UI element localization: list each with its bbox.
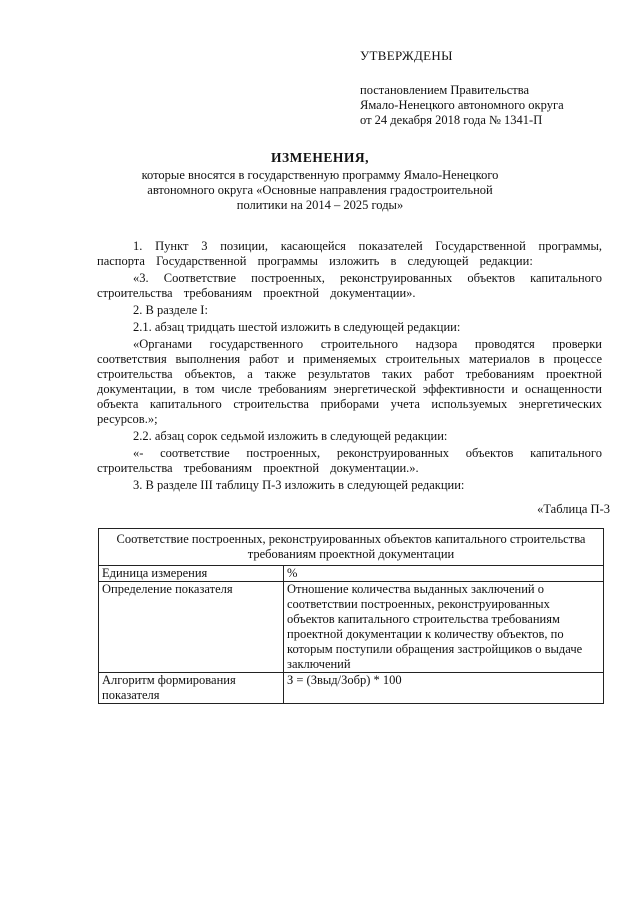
paragraph: 2.2. абзац сорок седьмой изложить в следующей редакции: — [133, 429, 448, 443]
paragraph: 1. Пункт 3 позиции, касающейся показателей Государственной программы, паспорта Государственной программы изложить в следующей редакции: — [97, 239, 602, 268]
paragraph: «- соответствие построенных, реконструированных объектов капитального строительства требованиям проектной документации.». — [97, 446, 602, 475]
approval-line: Ямало-Ненецкого автономного округа — [360, 98, 564, 112]
approval-block — [360, 48, 620, 128]
table-header-cell: Соответствие построенных, реконструированных объектов капитального строительства требованиям проектной документации — [99, 529, 604, 566]
paragraph: «3. Соответствие построенных, реконструированных объектов капитального строительства требованиям проектной документации». — [97, 271, 602, 300]
row-value: З = (Звыд/Зобр) * 100 — [284, 673, 604, 704]
row-label: Алгоритм формирования показателя — [99, 673, 284, 704]
row-value: Отношение количества выданных заключений о соответствии построенных, реконструированных объектов капитального строительства требованиям проектной документации к количеству объектов, по которым поступили обращения застройщиков о выдаче заключений — [284, 582, 604, 673]
title-line: автономного округа «Основные направления градостроительной — [147, 183, 493, 197]
paragraph: 2.1. абзац тридцать шестой изложить в следующей редакции: — [133, 320, 461, 334]
table-header-row — [99, 529, 604, 566]
table-caption: «Таблица П-3 — [537, 502, 610, 516]
title-line: которые вносятся в государственную программу Ямало-Ненецкого — [141, 168, 499, 182]
title-line: политики на 2014 – 2025 годы» — [236, 198, 404, 212]
row-value: % — [284, 566, 604, 582]
row-label: Единица измерения — [99, 566, 284, 582]
table-row — [99, 673, 604, 704]
row-label: Определение показателя — [99, 582, 284, 673]
document-body — [97, 239, 602, 495]
approval-line: от 24 декабря 2018 года № 1341-П — [360, 113, 543, 127]
approval-heading: УТВЕРЖДЕНЫ — [360, 48, 453, 63]
title-main: ИЗМЕНЕНИЯ, — [270, 150, 369, 165]
table-row — [99, 566, 604, 582]
paragraph: 3. В разделе III таблицу П-3 изложить в следующей редакции: — [133, 478, 465, 492]
paragraph: «Органами государственного строительного надзора проводятся проверки соответствия выполнения работ и применяемых строительных материалов в процессе строительства объектов, а также результатов таких работ требованиям проектной документации, в том числе требованиям энергетической эффективности и оснащенности объекта капитального строительства приборами учета используемых энергетических ресурсов.»; — [97, 337, 602, 426]
indicator-table — [98, 528, 604, 704]
approval-line: постановлением Правительства — [360, 83, 530, 97]
document-title — [0, 150, 640, 213]
paragraph: 2. В разделе I: — [133, 303, 208, 317]
table-row — [99, 582, 604, 673]
